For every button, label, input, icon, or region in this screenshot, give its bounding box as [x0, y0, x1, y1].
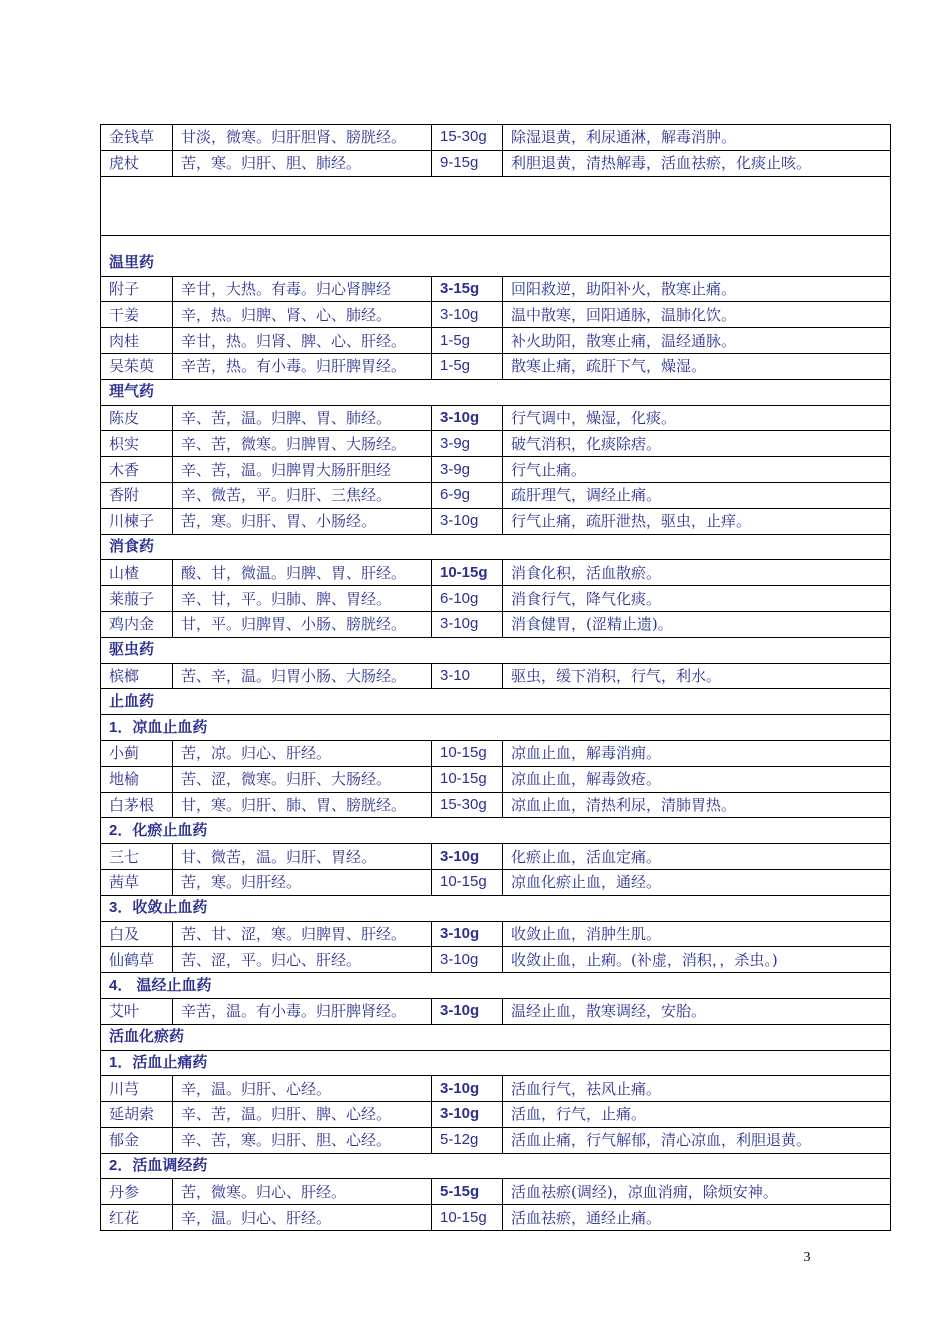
herb-name: 香附 [101, 482, 173, 508]
herb-name: 枳实 [101, 431, 173, 457]
herb-dose: 3-10g [432, 405, 503, 431]
herb-dose: 9-15g [432, 150, 503, 176]
herb-effect: 化瘀止血，活血定痛。 [503, 844, 891, 870]
herb-effect: 温中散寒，回阳通脉，温肺化饮。 [503, 302, 891, 328]
herb-dose: 10-15g [432, 766, 503, 792]
herb-name: 川芎 [101, 1076, 173, 1102]
herb-effect: 活血止痛，行气解郁，清心凉血，利胆退黄。 [503, 1127, 891, 1153]
herb-dose: 3-10g [432, 844, 503, 870]
herb-property: 苦，寒。归肝、胆、肺经。 [173, 150, 432, 176]
section-heading-row [101, 1153, 891, 1179]
herb-effect: 活血，行气，止痛。 [503, 1102, 891, 1128]
herb-effect: 回阳救逆，助阳补火，散寒止痛。 [503, 276, 891, 302]
herb-name: 吴茱萸 [101, 353, 173, 379]
herb-property: 辛、苦，温。归脾、胃、肺经。 [173, 405, 432, 431]
section-heading: 2．化瘀止血药 [101, 818, 891, 844]
herb-name: 郁金 [101, 1127, 173, 1153]
herb-name: 延胡索 [101, 1102, 173, 1128]
herb-effect: 凉血化瘀止血，通经。 [503, 869, 891, 895]
herb-row [101, 663, 891, 689]
section-heading-row [101, 689, 891, 715]
herb-dose: 3-9g [432, 457, 503, 483]
herb-row [101, 482, 891, 508]
herb-row [101, 276, 891, 302]
herb-effect: 行气止痛。 [503, 457, 891, 483]
herb-effect: 除湿退黄，利尿通淋，解毒消肿。 [503, 125, 891, 151]
section-heading: 驱虫药 [101, 637, 891, 663]
herb-table [100, 124, 891, 1231]
herb-property: 辛甘，热。归肾、脾、心、肝经。 [173, 328, 432, 354]
herb-row [101, 844, 891, 870]
herb-effect: 消食健胃，(涩精止遗)。 [503, 611, 891, 637]
herb-name: 红花 [101, 1205, 173, 1231]
herb-name: 槟榔 [101, 663, 173, 689]
herb-property: 辛，温。归心、肝经。 [173, 1205, 432, 1231]
section-heading: 3．收敛止血药 [101, 895, 891, 921]
herb-effect: 散寒止痛，疏肝下气，燥湿。 [503, 353, 891, 379]
herb-name: 陈皮 [101, 405, 173, 431]
herb-dose: 3-10g [432, 998, 503, 1024]
herb-dose: 1-5g [432, 328, 503, 354]
herb-effect: 消食化积，活血散瘀。 [503, 560, 891, 586]
herb-row [101, 1179, 891, 1205]
herb-effect: 行气止痛，疏肝泄热，驱虫，止痒。 [503, 508, 891, 534]
herb-dose: 10-15g [432, 740, 503, 766]
herb-name: 莱菔子 [101, 586, 173, 612]
section-heading: 2．活血调经药 [101, 1153, 891, 1179]
herb-row [101, 792, 891, 818]
herb-row [101, 921, 891, 947]
herb-row [101, 1076, 891, 1102]
section-heading-row [101, 895, 891, 921]
herb-name: 木香 [101, 457, 173, 483]
herb-effect: 收敛止血，消肿生肌。 [503, 921, 891, 947]
herb-name: 金钱草 [101, 125, 173, 151]
herb-property: 苦，寒。归肝、胃、小肠经。 [173, 508, 432, 534]
herb-effect: 破气消积，化痰除痞。 [503, 431, 891, 457]
herb-row [101, 560, 891, 586]
section-heading: 消食药 [101, 534, 891, 560]
herb-property: 苦，凉。归心、肝经。 [173, 740, 432, 766]
herb-effect: 活血祛瘀，通经止痛。 [503, 1205, 891, 1231]
herb-dose: 5-12g [432, 1127, 503, 1153]
herb-property: 辛，温。归肝、心经。 [173, 1076, 432, 1102]
herb-dose: 15-30g [432, 125, 503, 151]
section-heading-row [101, 637, 891, 663]
herb-row [101, 1205, 891, 1231]
herb-effect: 温经止血，散寒调经，安胎。 [503, 998, 891, 1024]
section-heading: 温里药 [101, 235, 891, 276]
herb-name: 仙鹤草 [101, 947, 173, 973]
herb-name: 虎杖 [101, 150, 173, 176]
herb-property: 甘淡，微寒。归肝胆肾、膀胱经。 [173, 125, 432, 151]
herb-property: 苦、涩，平。归心、肝经。 [173, 947, 432, 973]
herb-name: 鸡内金 [101, 611, 173, 637]
herb-name: 小蓟 [101, 740, 173, 766]
herb-table-body [101, 125, 891, 1231]
herb-effect: 消食行气，降气化痰。 [503, 586, 891, 612]
herb-dose: 6-9g [432, 482, 503, 508]
blank-row [101, 176, 891, 235]
herb-property: 辛苦，温。有小毒。归肝脾肾经。 [173, 998, 432, 1024]
herb-row [101, 125, 891, 151]
herb-name: 附子 [101, 276, 173, 302]
herb-dose: 3-10 [432, 663, 503, 689]
herb-name: 三七 [101, 844, 173, 870]
herb-row [101, 431, 891, 457]
herb-name: 肉桂 [101, 328, 173, 354]
herb-name: 地榆 [101, 766, 173, 792]
herb-name: 白及 [101, 921, 173, 947]
herb-row [101, 869, 891, 895]
herb-name: 茜草 [101, 869, 173, 895]
blank-cell [101, 176, 891, 235]
herb-effect: 补火助阳，散寒止痛，温经通脉。 [503, 328, 891, 354]
herb-effect: 活血祛瘀(调经)，凉血消痈，除烦安神。 [503, 1179, 891, 1205]
herb-dose: 10-15g [432, 560, 503, 586]
herb-row [101, 302, 891, 328]
herb-dose: 10-15g [432, 869, 503, 895]
herb-dose: 6-10g [432, 586, 503, 612]
herb-row [101, 766, 891, 792]
herb-row [101, 1127, 891, 1153]
section-heading-row [101, 1050, 891, 1076]
herb-property: 辛苦，热。有小毒。归肝脾胃经。 [173, 353, 432, 379]
section-heading-row [101, 973, 891, 999]
herb-property: 苦、甘、涩，寒。归脾胃、肝经。 [173, 921, 432, 947]
section-heading: 4． 温经止血药 [101, 973, 891, 999]
herb-property: 辛、苦，温。归脾胃大肠肝胆经 [173, 457, 432, 483]
section-heading-row [101, 235, 891, 276]
herb-dose: 3-15g [432, 276, 503, 302]
herb-effect: 活血行气，祛风止痛。 [503, 1076, 891, 1102]
herb-dose: 15-30g [432, 792, 503, 818]
herb-property: 苦，寒。归肝经。 [173, 869, 432, 895]
herb-row [101, 611, 891, 637]
herb-row [101, 947, 891, 973]
herb-row [101, 740, 891, 766]
herb-property: 酸、甘，微温。归脾、胃、肝经。 [173, 560, 432, 586]
herb-property: 辛、苦，寒。归肝、胆、心经。 [173, 1127, 432, 1153]
section-heading-row [101, 715, 891, 741]
section-heading: 理气药 [101, 379, 891, 405]
herb-row [101, 508, 891, 534]
herb-row [101, 586, 891, 612]
herb-dose: 1-5g [432, 353, 503, 379]
herb-property: 辛甘，大热。有毒。归心肾脾经 [173, 276, 432, 302]
herb-name: 干姜 [101, 302, 173, 328]
herb-property: 甘，寒。归肝、肺、胃、膀胱经。 [173, 792, 432, 818]
herb-effect: 驱虫，缓下消积，行气，利水。 [503, 663, 891, 689]
herb-name: 丹参 [101, 1179, 173, 1205]
herb-row [101, 405, 891, 431]
herb-property: 辛，热。归脾、肾、心、肺经。 [173, 302, 432, 328]
section-heading-row [101, 379, 891, 405]
section-heading: 1．活血止痛药 [101, 1050, 891, 1076]
herb-property: 苦，微寒。归心、肝经。 [173, 1179, 432, 1205]
herb-property: 辛、苦，温。归肝、脾、心经。 [173, 1102, 432, 1128]
herb-effect: 疏肝理气，调经止痛。 [503, 482, 891, 508]
herb-dose: 3-10g [432, 921, 503, 947]
herb-name: 白茅根 [101, 792, 173, 818]
herb-effect: 凉血止血，解毒消痈。 [503, 740, 891, 766]
herb-property: 辛、苦，微寒。归脾胃、大肠经。 [173, 431, 432, 457]
herb-row [101, 353, 891, 379]
herb-effect: 利胆退黄，清热解毒，活血祛瘀，化痰止咳。 [503, 150, 891, 176]
section-heading: 止血药 [101, 689, 891, 715]
herb-dose: 3-10g [432, 508, 503, 534]
herb-dose: 3-10g [432, 947, 503, 973]
herb-row [101, 998, 891, 1024]
section-heading: 活血化瘀药 [101, 1024, 891, 1050]
herb-row [101, 457, 891, 483]
herb-dose: 5-15g [432, 1179, 503, 1205]
herb-effect: 收敛止血，止痢。(补虚，消积，，杀虫。) [503, 947, 891, 973]
herb-property: 辛、甘，平。归肺、脾、胃经。 [173, 586, 432, 612]
herb-row [101, 150, 891, 176]
section-heading-row [101, 534, 891, 560]
herb-dose: 3-10g [432, 1076, 503, 1102]
herb-dose: 10-15g [432, 1205, 503, 1231]
herb-effect: 凉血止血，解毒敛疮。 [503, 766, 891, 792]
herb-name: 川楝子 [101, 508, 173, 534]
herb-dose: 3-10g [432, 302, 503, 328]
herb-row [101, 328, 891, 354]
herb-property: 辛、微苦，平。归肝、三焦经。 [173, 482, 432, 508]
herb-effect: 行气调中，燥湿，化痰。 [503, 405, 891, 431]
herb-row [101, 1102, 891, 1128]
herb-name: 艾叶 [101, 998, 173, 1024]
herb-property: 甘、微苦，温。归肝、胃经。 [173, 844, 432, 870]
herb-property: 甘，平。归脾胃、小肠、膀胱经。 [173, 611, 432, 637]
herb-effect: 凉血止血，清热利尿，清肺胃热。 [503, 792, 891, 818]
herb-name: 山楂 [101, 560, 173, 586]
section-heading: 1．凉血止血药 [101, 715, 891, 741]
herb-dose: 3-10g [432, 1102, 503, 1128]
herb-dose: 3-9g [432, 431, 503, 457]
herb-property: 苦、辛，温。归胃小肠、大肠经。 [173, 663, 432, 689]
section-heading-row [101, 1024, 891, 1050]
herb-property: 苦、涩，微寒。归肝、大肠经。 [173, 766, 432, 792]
herb-dose: 3-10g [432, 611, 503, 637]
section-heading-row [101, 818, 891, 844]
page-number: 3 [803, 1250, 811, 1265]
